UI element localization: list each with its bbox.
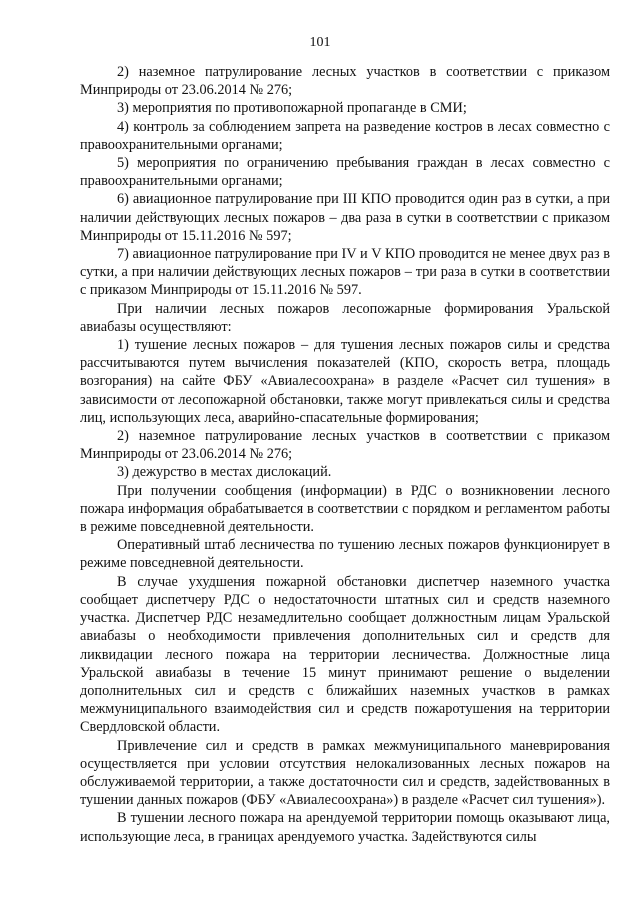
page-number: 101	[309, 35, 331, 50]
paragraph: При наличии лесных пожаров лесопожарные формирования Уральской авиабазы осуществляют:	[80, 300, 610, 335]
paragraph: Оперативный штаб лесничества по тушению лесных пожаров функционирует в режиме повседневной деятельности.	[80, 537, 610, 572]
paragraph: 6) авиационное патрулирование при III КПО проводится один раз в сутки, а при наличии действующих лесных пожаров – два раза в сутки в соответствии с приказом Минприроды от 15.11.2016 № 597;	[80, 191, 610, 244]
document-body	[80, 63, 610, 846]
paragraph: В случае ухудшения пожарной обстановки диспетчер наземного участка сообщает диспетчеру РДС о недостаточности штатных сил и средств наземного участка. Диспетчер РДС незамедлительно сообщает должностным лицам Уральской авиабазы о необходимости привлечения дополнительных сил и средств для ликвидации лесного пожара на территории лесничества. Должностные лица Уральской авиабазы в течение 15 минут принимают решение о выделении дополнительных сил и средств с ближайших наземных участков в рамках межмуниципального взаимодействия сил и средств пожаротушения на территории Свердловской области.	[80, 573, 610, 736]
paragraph: Привлечение сил и средств в рамках межмуниципального маневрирования осуществляется при условии отсутствия нелокализованных лесных пожаров на обслуживаемой территории, а также достаточности сил и средств, задействованных в тушении данных пожаров (ФБУ «Авиалесоохрана») в разделе «Расчет сил тушения»).	[80, 737, 610, 809]
paragraph: В тушении лесного пожара на арендуемой территории помощь оказывают лица, использующие леса, в границах арендуемого участка. Задействуются силы	[80, 810, 610, 845]
paragraph: 7) авиационное патрулирование при IV и V КПО проводится не менее двух раз в сутки, а при наличии действующих лесных пожаров – три раза в сутки в соответствии с приказом Минприроды от 15.11.2016 № 597.	[80, 246, 610, 299]
paragraph: 2) наземное патрулирование лесных участков в соответствии с приказом Минприроды от 23.06.2014 № 276;	[80, 64, 610, 99]
paragraph: При получении сообщения (информации) в РДС о возникновении лесного пожара информация обрабатывается в соответствии с порядком и регламентом работы в режиме повседневной деятельности.	[80, 482, 610, 536]
paragraph: 2) наземное патрулирование лесных участков в соответствии с приказом Минприроды от 23.06.2014 № 276;	[80, 428, 610, 463]
paragraph: 5) мероприятия по ограничению пребывания граждан в лесах совместно с правоохранительными органами;	[80, 155, 610, 190]
paragraph: 4) контроль за соблюдением запрета на разведение костров в лесах совместно с правоохранительными органами;	[80, 118, 610, 153]
paragraph: 3) мероприятия по противопожарной пропаганде в СМИ;	[117, 100, 467, 117]
paragraph: 3) дежурство в местах дислокаций.	[117, 464, 332, 481]
paragraph: 1) тушение лесных пожаров – для тушения лесных пожаров силы и средства рассчитываются путем вычисления показателей (КПО, скорость ветра, площадь возгорания) на сайте ФБУ «Авиалесоохрана» в разделе «Расчет сил тушения» в зависимости от лесопожарной обстановки, также могут привлекаться силы и средства лиц, использующих леса, аварийно-спасательные формирования;	[80, 337, 610, 426]
